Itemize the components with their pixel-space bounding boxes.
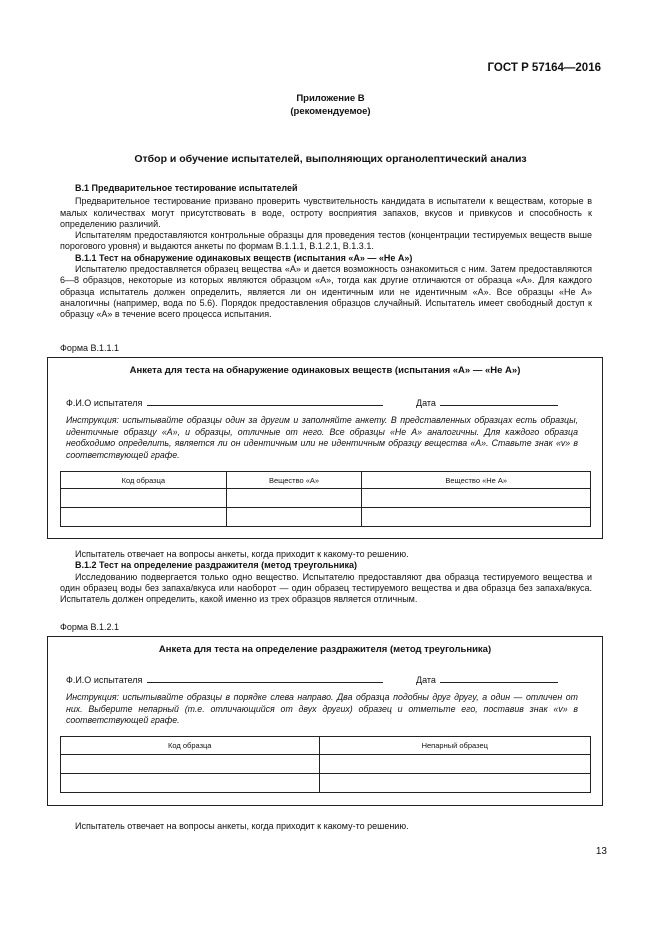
form2-table-header: [61, 737, 591, 755]
form1-fio-row: [66, 396, 383, 408]
page-title: Отбор и обучение испытателей, выполняющих органолептический анализ: [134, 153, 527, 165]
form1-box: [47, 357, 603, 539]
form2-fio-row: [66, 673, 383, 685]
form1-note: Испытатель отвечает на вопросы анкеты, когда приходит к какому-то решению.: [75, 549, 409, 559]
form1-fio-field[interactable]: [147, 396, 383, 406]
form1-table-header: [61, 472, 591, 489]
form2-title: Анкета для теста на определение раздражителя (метод треугольника): [158, 644, 492, 655]
form2-instruction-label: Инструкция:: [66, 692, 119, 702]
appendix-subtitle: (рекомендуемое): [290, 106, 371, 117]
form1-label: Форма В.1.1.1: [60, 343, 120, 353]
form1-instruction-label: Инструкция:: [66, 415, 119, 425]
table-row: [61, 774, 591, 793]
table-row: [61, 755, 591, 774]
table-cell[interactable]: [362, 508, 591, 527]
form1-date-field[interactable]: [440, 396, 558, 406]
section-b1: [60, 183, 592, 321]
form2-fio-label: Ф.И.О испытателя: [66, 675, 143, 685]
form1-table: [60, 471, 591, 527]
section-b12-paragraph: Исследованию подвергается только одно вещество. Испытателю предоставляют два образца тестируемого вещества и один образец воды без запаха/вкуса или наоборот — один образец тестируемого вещества и два образца без запаха/вкуса. Испытатель должен определить, какой именно из трех образцов является отличным.: [60, 571, 592, 605]
form2-col-odd: Непарный образец: [319, 737, 591, 755]
table-cell[interactable]: [362, 489, 591, 508]
table-cell[interactable]: [61, 774, 320, 793]
form2-fio-field[interactable]: [147, 673, 383, 683]
form2-instruction-text: испытывайте образцы в порядке слева направо. Два образца подобны друг другу, а один — отличен от них. Выберите непарный (т.е. отличающийся от двух других) образец и отметьте его, поставив знак «v» в соответствующей графе.: [66, 692, 578, 726]
table-cell[interactable]: [226, 508, 362, 527]
table-row: [61, 489, 591, 508]
form1-title: Анкета для теста на обнаружение одинаковых веществ (испытания «А» — «Не А»): [129, 365, 521, 376]
form1-col-code: Код образца: [61, 472, 227, 489]
standard-number: ГОСТ Р 57164—2016: [487, 62, 601, 74]
form2-date-label: Дата: [416, 675, 436, 685]
section-b1-paragraph-2: Испытателям предоставляются контрольные образцы для проведения тестов (концентрации тестируемых веществ выше порогового уровня) и выдаются анкеты по формам В.1.1.1, В.1.2.1, В.1.3.1.: [60, 230, 592, 252]
form1-instruction: [66, 415, 578, 461]
form1-col-a: Вещество «А»: [226, 472, 362, 489]
form1-fio-label: Ф.И.О испытателя: [66, 398, 143, 408]
table-cell[interactable]: [319, 774, 591, 793]
appendix-heading: [0, 92, 661, 118]
table-cell[interactable]: [61, 489, 227, 508]
form2-instruction: [66, 692, 578, 727]
form2-label: Форма В.1.2.1: [60, 622, 120, 632]
table-cell[interactable]: [61, 755, 320, 774]
form2-col-code: Код образца: [61, 737, 320, 755]
form1-col-not-a: Вещество «Не А»: [362, 472, 591, 489]
section-b1-heading: В.1 Предварительное тестирование испытателей: [75, 183, 298, 193]
page-number: 13: [595, 846, 607, 857]
section-b12-heading: В.1.2 Тест на определение раздражителя (метод треугольника): [75, 560, 357, 571]
form2-date-row: [416, 673, 558, 685]
form2-note: Испытатель отвечает на вопросы анкеты, когда приходит к какому-то решению.: [75, 821, 409, 831]
section-b11-heading: В.1.1 Тест на обнаружение одинаковых веществ (испытания «А» — «Не А»): [75, 252, 413, 263]
section-b1-paragraph-1: Предварительное тестирование призвано проверить чувствительность кандидата в испытатели к веществам, которые в малых количествах могут присутствовать в воде, остроту восприятия запахов, вкусов и привкусов и способность к определению различий.: [60, 196, 592, 229]
table-cell[interactable]: [61, 508, 227, 527]
section-b12: [60, 549, 592, 605]
form2-note-block: [60, 821, 592, 832]
table-cell[interactable]: [226, 489, 362, 508]
form2-box: [47, 636, 603, 806]
form1-instruction-text: испытывайте образцы один за другим и заполняйте анкету. В представленных образцах есть образцы, идентичные образцу «А», и образцы, отличные от него. Все образцы «Не А» аналогичны. Для каждого образца необходимо определить, является ли он идентичным или не идентичным образцу вещества «А». Ставьте знак «v» в соответствующей графе.: [66, 415, 579, 460]
form1-date-label: Дата: [416, 398, 436, 408]
form1-date-row: [416, 396, 558, 408]
table-cell[interactable]: [319, 755, 591, 774]
table-row: [61, 508, 591, 527]
form2-date-field[interactable]: [440, 673, 558, 683]
form2-table: [60, 736, 591, 793]
section-b11-paragraph: Испытателю предоставляется образец вещества «А» и дается возможность ознакомиться с ним. Затем предоставляются 6—8 образцов, некоторые из которых являются образцом «А», тогда как другие отличаются от образца «А». Для каждого образца испытатель должен определить, является ли он идентичным или не идентичным «А». Все образцы «Не А» аналогичны (например, вода по 5.6). Порядок предоставления образцов случайный. Испытатель имеет свободный доступ к образцу «А» в течение всего процесса испытания.: [60, 264, 592, 320]
appendix-title: Приложение В: [296, 93, 365, 104]
